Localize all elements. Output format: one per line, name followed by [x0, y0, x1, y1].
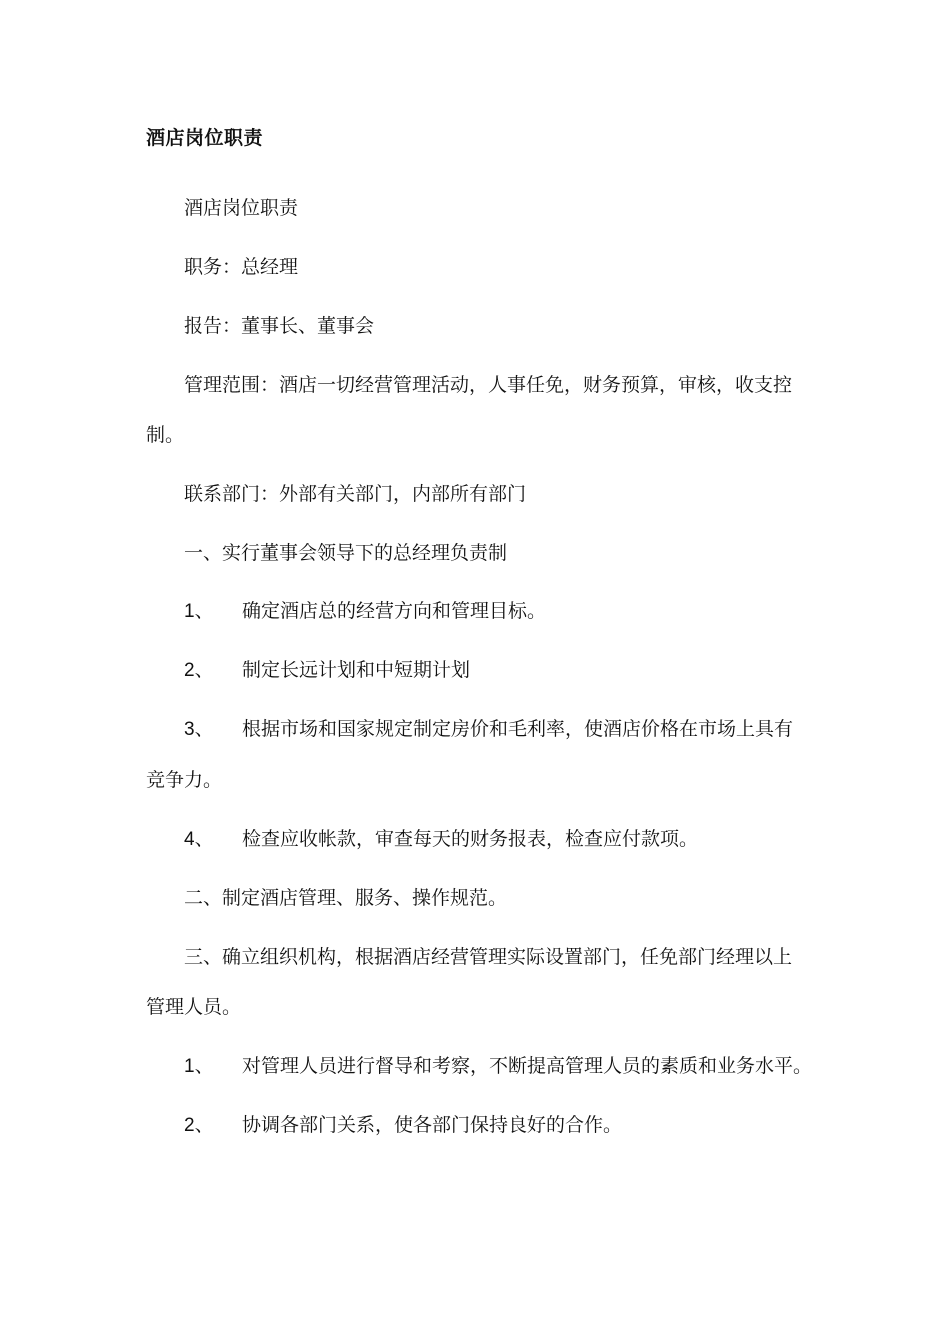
list-item	[184, 716, 846, 743]
list-item-text: 制定长远计划和中短期计划	[242, 659, 471, 681]
subtitle: 酒店岗位职责	[184, 197, 299, 219]
list-item-number: 4、	[184, 829, 214, 850]
list-item-text: 根据市场和国家规定制定房价和毛利率，使酒店价格在市场上具有	[242, 718, 794, 740]
list-item-number: 1、	[184, 1056, 214, 1077]
list-item	[184, 1112, 846, 1139]
scope-line-2: 制。	[146, 424, 185, 446]
section-3-heading-line-2: 管理人员。	[146, 996, 242, 1018]
list-item-text: 协调各部门关系，使各部门保持良好的合作。	[242, 1114, 623, 1136]
report-line: 报告：董事长、董事会	[184, 315, 375, 337]
list-item	[184, 657, 846, 684]
contact-line: 联系部门：外部有关部门，内部所有部门	[184, 483, 527, 505]
section-2-heading: 二、制定酒店管理、服务、操作规范。	[184, 887, 508, 909]
section-1-heading: 一、实行董事会领导下的总经理负责制	[184, 542, 508, 564]
position-line: 职务：总经理	[184, 256, 299, 278]
list-item-number: 3、	[184, 719, 214, 740]
list-item-number: 2、	[184, 1115, 214, 1136]
document-title: 酒店岗位职责	[146, 127, 264, 149]
list-item-number: 1、	[184, 601, 214, 622]
list-item-text: 对管理人员进行督导和考察，不断提高管理人员的素质和业务水平。	[242, 1055, 813, 1077]
scope-line-1: 管理范围：酒店一切经营管理活动，人事任免，财务预算，审核，收支控	[184, 374, 793, 396]
list-item-continuation: 竞争力。	[146, 769, 223, 791]
list-item-number: 2、	[184, 660, 214, 681]
list-item-text: 确定酒店总的经营方向和管理目标。	[242, 600, 547, 622]
list-item	[184, 826, 846, 853]
section-3-heading-line-1: 三、确立组织机构，根据酒店经营管理实际设置部门，任免部门经理以上	[184, 946, 793, 968]
list-item-text: 检查应收帐款，审查每天的财务报表，检查应付款项。	[242, 828, 699, 850]
list-item	[184, 598, 846, 625]
list-item	[184, 1053, 846, 1080]
